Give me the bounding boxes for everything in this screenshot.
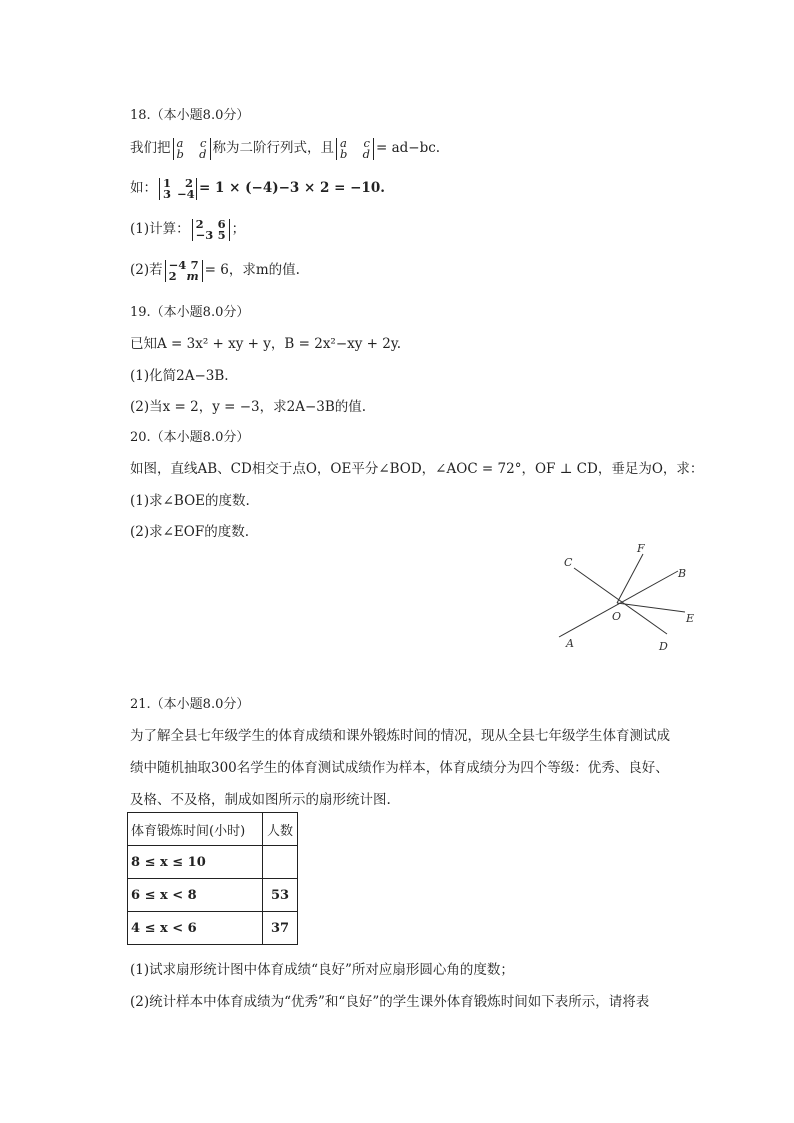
table-row <box>128 879 298 912</box>
q18-def-matrix-2 <box>336 135 374 161</box>
matrix-cell: c <box>363 135 370 150</box>
q18-p1-suffix: ； <box>231 221 246 237</box>
q21-stem-line-1: 为了解全县七年级学生的体育成绩和课外锻炼时间的情况，现从全县七年级学生体育测试成 <box>130 728 670 744</box>
q20-part2: (2)求∠EOF的度数. <box>130 524 250 540</box>
label-a: A <box>566 637 574 650</box>
matrix-cell: a <box>176 135 184 150</box>
matrix-cell: d <box>199 146 207 161</box>
table-cell-count: 53 <box>263 879 298 912</box>
q21-part2: (2)统计样本中体育成绩为“优秀”和“良好”的学生课外体育锻炼时间如下表所示，请将表 <box>130 994 650 1010</box>
q21-exercise-table <box>127 812 298 945</box>
matrix-cell: 2 <box>168 268 177 283</box>
label-f: F <box>637 542 645 555</box>
q18-part1 <box>130 217 245 241</box>
table-row <box>128 912 298 945</box>
q18-example <box>130 176 385 200</box>
q18-p2-prefix: (2)若 <box>130 262 163 278</box>
ray-oe <box>617 603 685 612</box>
q21-stem-line-2: 绩中随机抽取300名学生的体育测试成绩作为样本，体育成绩分为四个等级：优秀、良好、 <box>130 760 669 776</box>
q18-part2 <box>130 258 300 282</box>
matrix-cell: 3 <box>163 186 172 201</box>
matrix-cell: b <box>176 146 184 161</box>
q18-def-prefix: 我们把 <box>130 140 171 156</box>
q18-def-suffix: = ad−bc. <box>376 140 441 156</box>
q19-header: 19.（本小题8.0分） <box>130 305 250 320</box>
matrix-cell: b <box>340 146 348 161</box>
label-o: O <box>612 610 622 623</box>
matrix-cell: c <box>200 135 207 150</box>
q21-part1: (1)试求扇形统计图中体育成绩“良好”所对应扇形圆心角的度数； <box>130 962 514 978</box>
matrix-cell: 6 <box>217 216 226 231</box>
matrix-cell: −3 <box>195 227 214 242</box>
q21-stem-line-3: 及格、不及格，制成如图所示的扇形统计图. <box>130 792 391 808</box>
q20-header: 20.（本小题8.0分） <box>130 430 250 445</box>
matrix-cell: 7 <box>190 257 199 272</box>
line-cd <box>574 568 667 634</box>
q18-p1-prefix: (1)计算： <box>130 221 190 237</box>
table-cell-count <box>263 846 298 879</box>
q21-header: 21.（本小题8.0分） <box>130 697 250 712</box>
q18-p2-matrix <box>165 257 203 283</box>
table-row <box>128 846 298 879</box>
matrix-cell: −4 <box>168 257 187 272</box>
table-header-row <box>128 813 298 846</box>
label-b: B <box>678 567 687 580</box>
q20-geometry-figure <box>548 536 708 654</box>
q18-def-matrix <box>173 135 211 161</box>
q18-ex-suffix: = 1 × (−4)−3 × 2 = −10. <box>199 180 385 196</box>
q18-p2-suffix: = 6，求m的值. <box>204 262 300 278</box>
matrix-cell: 1 <box>163 175 172 190</box>
q20-stem: 如图，直线AB、CD相交于点O，OE平分∠BOD，∠AOC = 72°，OF ⊥ CD，垂足为O，求： <box>130 461 704 477</box>
matrix-cell: 5 <box>217 227 226 242</box>
table-cell-range: 4 ≤ x < 6 <box>128 912 263 945</box>
table-cell-range: 6 ≤ x < 8 <box>128 879 263 912</box>
q19-part1: (1)化简2A−3B. <box>130 368 229 384</box>
table-cell-count: 37 <box>263 912 298 945</box>
q18-definition <box>130 136 440 160</box>
table-header-time: 体育锻炼时间(小时) <box>128 813 263 846</box>
q18-ex-matrix <box>159 175 197 201</box>
label-d: D <box>659 640 668 653</box>
q18-def-mid: 称为二阶行列式，且 <box>212 140 334 156</box>
matrix-cell: m <box>186 268 199 283</box>
label-c: C <box>564 556 573 569</box>
q19-part2: (2)当x = 2，y = −3，求2A−3B的值. <box>130 399 367 415</box>
matrix-cell: d <box>362 146 370 161</box>
matrix-cell: 2 <box>195 216 204 231</box>
q20-part1: (1)求∠BOE的度数. <box>130 493 250 509</box>
q18-header: 18.（本小题8.0分） <box>130 108 250 123</box>
matrix-cell: 2 <box>184 175 193 190</box>
label-e: E <box>686 612 695 625</box>
line-ab <box>559 571 678 637</box>
matrix-cell: −4 <box>177 186 195 201</box>
q19-given: 已知A = 3x² + xy + y，B = 2x²−xy + 2y. <box>130 336 402 352</box>
table-header-count: 人数 <box>263 813 298 846</box>
q18-p1-matrix <box>192 216 230 242</box>
q18-ex-prefix: 如： <box>130 180 157 196</box>
matrix-cell: a <box>340 135 347 150</box>
table-cell-range: 8 ≤ x ≤ 10 <box>128 846 263 879</box>
ray-of <box>617 554 643 603</box>
